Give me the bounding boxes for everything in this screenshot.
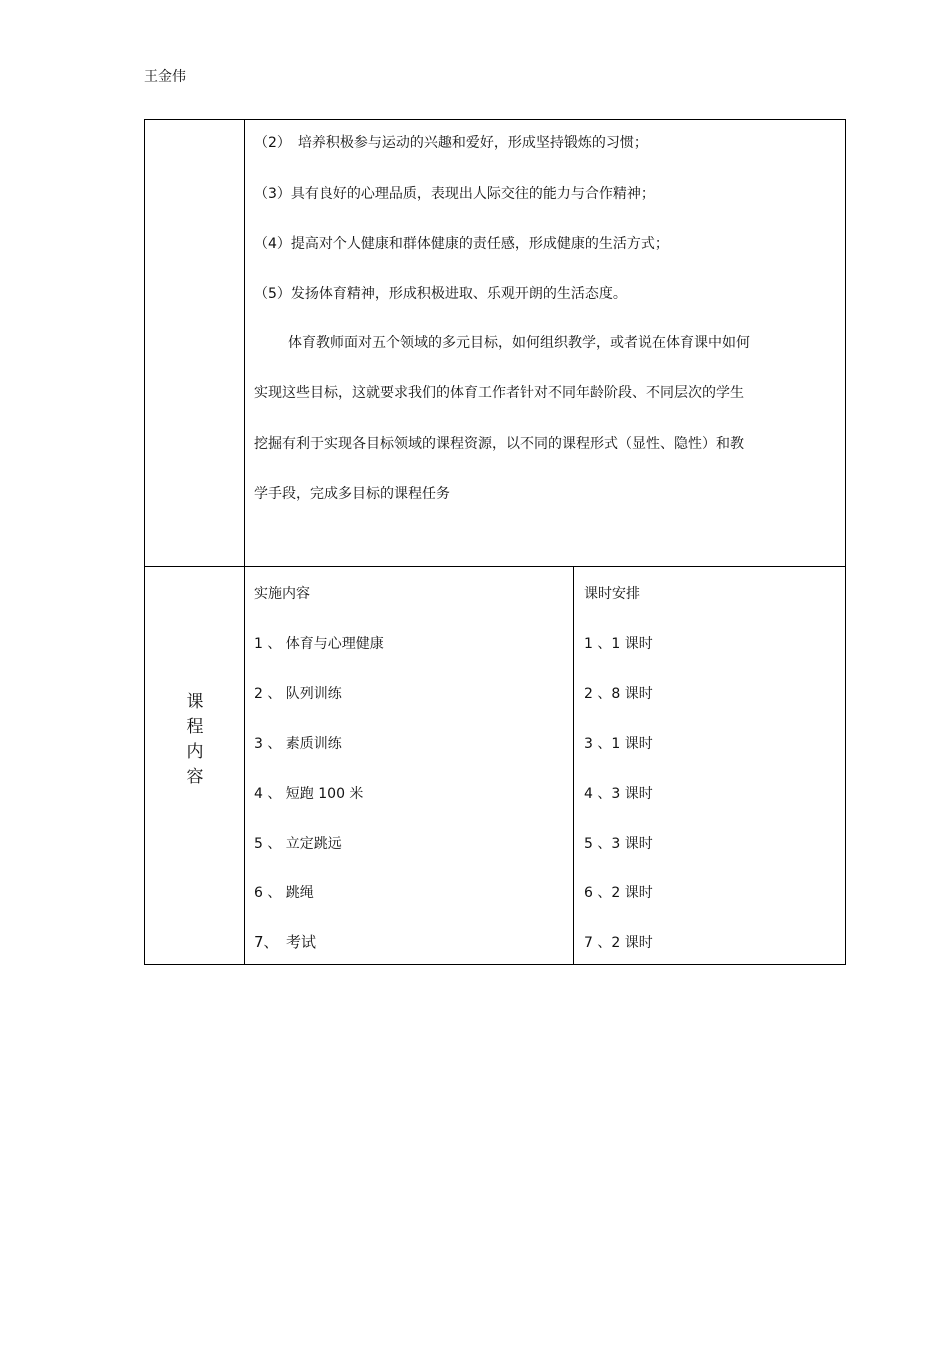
label-char: 程 [186,717,204,737]
objective-item-3: （3）具有良好的心理品质，表现出人际交往的能力与合作精神； [254,186,655,202]
hours-item: 4 、3 课时 [584,786,653,802]
hours-item: 1 、1 课时 [584,636,653,652]
content-item: 2 、 队列训练 [254,686,342,702]
hours-item: 6 、2 课时 [584,885,653,901]
content-item: 7、 考试 [254,933,317,951]
paragraph-line: 体育教师面对五个领域的多元目标，如何组织教学，或者说在体育课中如何 [288,335,750,351]
paragraph-line: 挖掘有利于实现各目标领域的课程资源，以不同的课程形式（显性、隐性）和教 [254,436,744,452]
course-content-label [185,690,205,790]
objective-item-4: （4）提高对个人健康和群体健康的责任感，形成健康的生活方式； [254,236,669,252]
content-item: 5 、 立定跳远 [254,836,342,852]
table-divider-hours [573,566,574,965]
hours-item: 3 、1 课时 [584,736,653,752]
content-item: 3 、 素质训练 [254,736,342,752]
label-char: 容 [186,767,204,787]
paragraph-line: 实现这些目标，这就要求我们的体育工作者针对不同年龄阶段、不同层次的学生 [254,385,744,401]
content-header: 实施内容 [254,586,310,602]
content-item: 4 、 短跑 100 米 [254,786,364,802]
author-name: 王金伟 [144,69,186,85]
hours-item: 5 、3 课时 [584,836,653,852]
objective-item-2: （2） 培养积极参与运动的兴趣和爱好，形成坚持锻炼的习惯； [254,135,648,151]
paragraph-line: 学手段，完成多目标的课程任务 [254,486,450,502]
content-item: 6 、 跳绳 [254,885,314,901]
hours-header: 课时安排 [584,586,640,602]
label-char: 内 [186,742,204,762]
content-item: 1 、 体育与心理健康 [254,636,384,652]
table-divider-left [244,119,245,965]
table-divider-row [144,566,846,567]
hours-item: 2 、8 课时 [584,686,653,702]
label-char: 课 [186,692,204,712]
objective-item-5: （5）发扬体育精神，形成积极进取、乐观开朗的生活态度。 [254,286,627,302]
hours-item: 7 、2 课时 [584,935,653,951]
